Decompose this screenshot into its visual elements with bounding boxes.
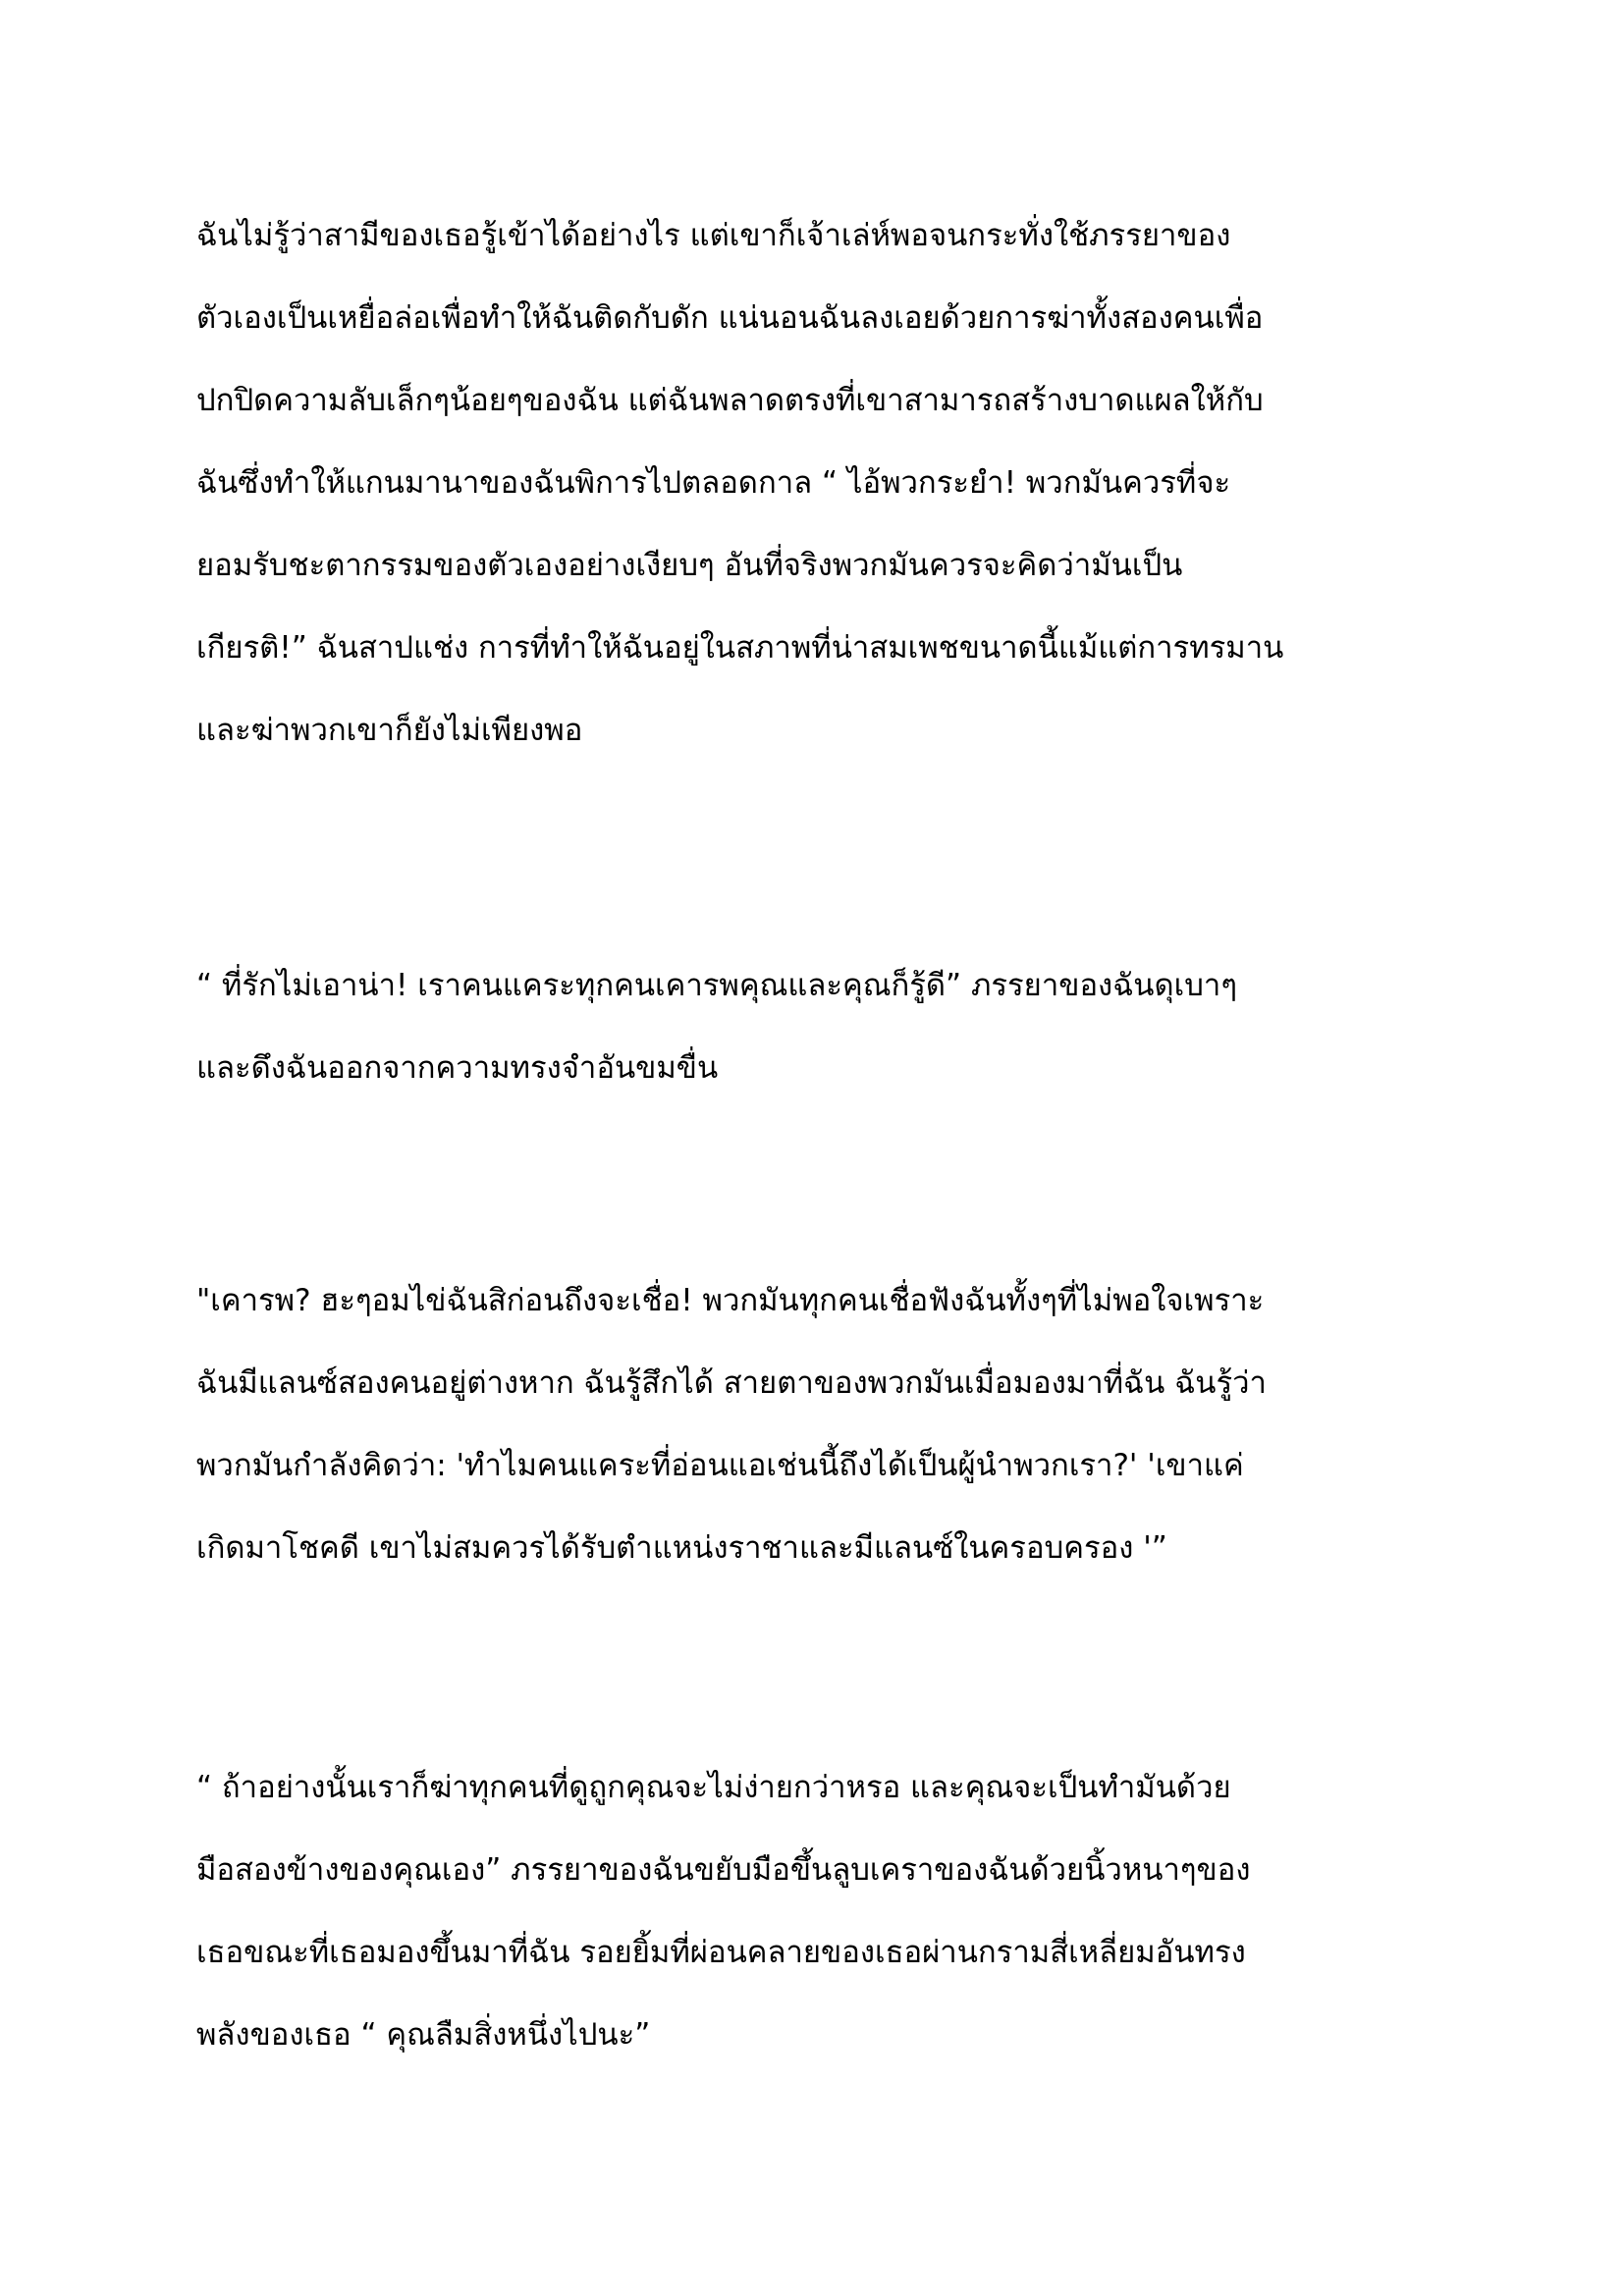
text-line: “ ถ้าอย่างนั้นเราก็ฆ่าทุกคนที่ดูถูกคุณจะไม่ง่ายกว่าหรอ และคุณจะเป็นทำมันด้วย bbox=[196, 1770, 1231, 1805]
text-line: ฉันมีแลนซ์สองคนอยู่ต่างหาก ฉันรู้สึกได้ สายตาของพวกมันเมื่อมองมาที่ฉัน ฉันรู้ว่า bbox=[196, 1365, 1267, 1401]
paragraph-4 bbox=[196, 1746, 1453, 2076]
text-line: เกียรติ!” ฉันสาปแช่ง การที่ทำให้ฉันอยู่ในสภาพที่น่าสมเพชขนาดนี้แม้แต่การทรมาน bbox=[196, 630, 1284, 666]
text-line: และดึงฉันออกจากความทรงจำอันขมขื่น bbox=[196, 1050, 719, 1086]
paragraph-2 bbox=[196, 944, 1453, 1109]
text-line: เกิดมาโชคดี เขาไม่สมควรได้รับตำแหน่งราชาและมีแลนซ์ในครอบครอง '” bbox=[196, 1530, 1167, 1566]
text-line: ฉันซึ่งทำให้แกนมานาของฉันพิการไปตลอดกาล “ ไอ้พวกระยำ! พวกมันควรที่จะ bbox=[196, 465, 1231, 501]
text-line: พวกมันกำลังคิดว่า: 'ทำไมคนแคระที่อ่อนแอเช่นนี้ถึงได้เป็นผู้นำพวกเรา?' 'เขาแค่ bbox=[196, 1448, 1244, 1483]
paragraph-3 bbox=[196, 1259, 1453, 1589]
paragraph-1 bbox=[196, 194, 1453, 772]
text-line: ปกปิดความลับเล็กๆน้อยๆของฉัน แต่ฉันพลาดตรงที่เขาสามารถสร้างบาดแผลให้กับ bbox=[196, 383, 1264, 418]
text-line: “ ที่รักไม่เอาน่า! เราคนแคระทุกคนเคารพคุณและคุณก็รู้ดี” ภรรยาของฉันดุเบาๆ bbox=[196, 968, 1237, 1003]
text-line: ยอมรับชะตากรรมของตัวเองอย่างเงียบๆ อันที่จริงพวกมันควรจะคิดว่ามันเป็น bbox=[196, 548, 1183, 583]
text-line: ฉันไม่รู้ว่าสามีของเธอรู้เข้าได้อย่างไร แต่เขาก็เจ้าเล่ห์พอจนกระทั่งใช้ภรรยาของ bbox=[196, 218, 1231, 253]
text-line: เธอขณะที่เธอมองขึ้นมาที่ฉัน รอยยิ้มที่ผ่อนคลายของเธอผ่านกรามสี่เหลี่ยมอันทรง bbox=[196, 1935, 1246, 1970]
text-line: "เคารพ? ฮะๆอมไข่ฉันสิก่อนถึงจะเชื่อ! พวกมันทุกคนเชื่อฟังฉันทั้งๆที่ไม่พอใจเพราะ bbox=[196, 1283, 1265, 1318]
text-line: พลังของเธอ “ คุณลืมสิ่งหนึ่งไปนะ” bbox=[196, 2017, 651, 2053]
text-line: มือสองข้างของคุณเอง” ภรรยาของฉันขยับมือขึ้นลูบเคราของฉันด้วยนิ้วหนาๆของ bbox=[196, 1852, 1251, 1888]
text-line: และฆ่าพวกเขาก็ยังไม่เพียงพอ bbox=[196, 713, 583, 748]
text-line: ตัวเองเป็นเหยื่อล่อเพื่อทำให้ฉันติดกับดัก แน่นอนฉันลงเอยด้วยการฆ่าทั้งสองคนเพื่อ bbox=[196, 300, 1264, 336]
